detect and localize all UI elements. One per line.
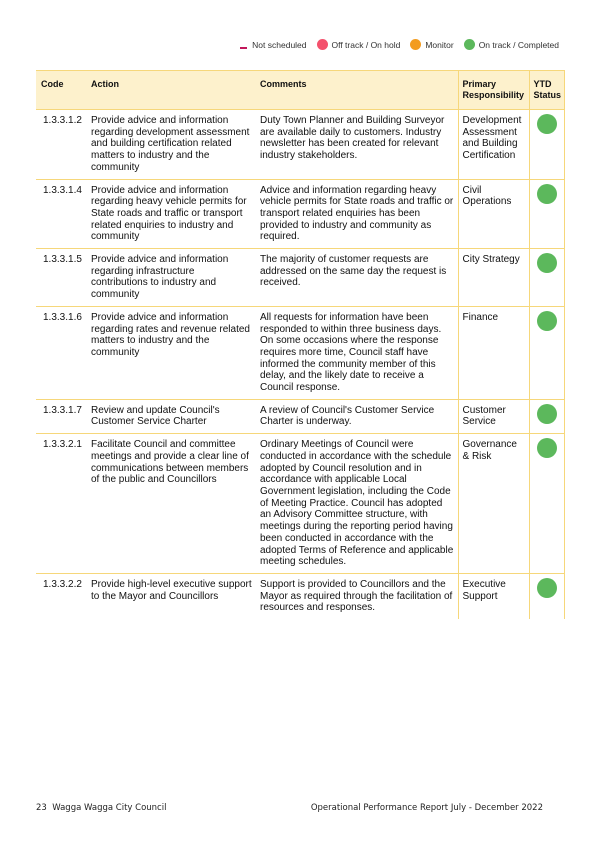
row-code: 1.3.3.1.2	[36, 110, 87, 180]
not-scheduled-dash-icon	[240, 47, 247, 49]
green-dot-icon	[464, 39, 475, 50]
table-row	[36, 179, 564, 249]
row-code: 1.3.3.1.7	[36, 399, 87, 433]
row-action: Review and update Council's Customer Service Charter	[87, 399, 256, 433]
row-action: Facilitate Council and committee meetings and provide a clear line of communications between members of the public and Councillors	[87, 434, 256, 574]
footer-report-title: Operational Performance Report July - December 2022	[310, 803, 543, 813]
row-code: 1.3.3.2.2	[43, 578, 82, 590]
status-dot-icon	[537, 184, 557, 204]
legend-label: Off track / On hold	[331, 39, 401, 50]
page-number: 23	[36, 803, 47, 813]
status-dot-icon	[537, 438, 557, 458]
table-row	[36, 573, 564, 619]
row-responsibility: Finance	[458, 306, 529, 399]
legend-on-track	[464, 39, 559, 50]
table-body	[36, 110, 564, 620]
row-comments: A review of Council's Customer Service Charter is underway.	[256, 399, 458, 433]
legend-not-scheduled	[240, 40, 306, 50]
footer-left	[36, 803, 166, 813]
row-comments: Advice and information regarding heavy vehicle permits for State roads and traffic or transport related enquiries has been provided to industry and community as required.	[256, 179, 458, 249]
row-action: Provide advice and information regarding rates and revenue related matters to industry and the community	[87, 306, 256, 399]
row-responsibility: Civil Operations	[458, 179, 529, 249]
header-comments: Comments	[256, 71, 458, 110]
orange-dot-icon	[410, 39, 421, 50]
header-responsibility: Primary Responsibility	[458, 71, 529, 110]
row-responsibility: Executive Support	[458, 573, 529, 619]
row-code: 1.3.3.1.6	[36, 306, 87, 399]
table-row	[36, 434, 564, 574]
status-dot-icon	[537, 578, 557, 598]
table-header	[36, 71, 564, 110]
row-status	[529, 399, 564, 433]
row-action: Provide advice and information regarding development assessment and building certification related matters to industry and the community	[87, 110, 256, 180]
row-action: Provide advice and information regarding infrastructure contributions to industry and community	[87, 249, 256, 307]
row-responsibility: City Strategy	[458, 249, 529, 307]
row-action: Provide advice and information regarding heavy vehicle permits for State roads and traffic or transport related enquiries to industry and community	[87, 179, 256, 249]
row-comments: Support is provided to Councillors and the Mayor as required through the facilitation of resources and responses.	[260, 578, 453, 614]
row-responsibility: Governance & Risk	[458, 434, 529, 574]
row-action: Provide high-level executive support to the Mayor and Councillors	[91, 578, 252, 602]
legend-label: Not scheduled	[252, 39, 307, 50]
row-comments: Duty Town Planner and Building Surveyor are available daily to customers. Industry newsletter has been created for relevant industry stakeholders.	[256, 110, 458, 180]
row-status	[529, 249, 564, 307]
header-status: YTD Status	[529, 71, 564, 110]
row-comments: The majority of customer requests are addressed on the same day the request is received.	[256, 249, 458, 307]
row-responsibility: Development Assessment and Building Certification	[458, 110, 529, 180]
performance-table	[36, 70, 565, 619]
legend-label: Monitor	[425, 39, 454, 50]
row-code: 1.3.3.2.1	[36, 434, 87, 574]
row-comments: All requests for information have been responded to within three business days. On some occasions where the response requires more time, Council staff have informed the community member of this delay, and the likely date to receive a Council response.	[256, 306, 458, 399]
table-row	[36, 249, 564, 307]
legend-label: On track / Completed	[478, 39, 559, 50]
table-row	[36, 110, 564, 180]
red-dot-icon	[317, 39, 328, 50]
row-code: 1.3.3.1.4	[36, 179, 87, 249]
status-dot-icon	[537, 114, 557, 134]
row-status	[529, 573, 564, 619]
row-status	[529, 434, 564, 574]
legend-off-track	[317, 39, 401, 50]
status-dot-icon	[537, 253, 557, 273]
table-row	[36, 306, 564, 399]
status-dot-icon	[537, 311, 557, 331]
header-code: Code	[36, 71, 87, 110]
row-comments: Ordinary Meetings of Council were conducted in accordance with the schedule adopted by Council resolution and in accordance with applicable Local Government legislation, including the Code of Meeting Practice. Council has adopted an Advisory Committee structure, with meetings during the reporting period having been conducted in accordance with the adopted Terms of Reference and applicable meeting schedules.	[256, 434, 458, 574]
row-status	[529, 179, 564, 249]
row-status	[529, 110, 564, 180]
header-action: Action	[87, 71, 256, 110]
legend-monitor	[410, 39, 453, 50]
status-legend	[240, 39, 559, 50]
row-responsibility: Customer Service	[458, 399, 529, 433]
status-dot-icon	[537, 404, 557, 424]
organisation-name: Wagga Wagga City Council	[52, 803, 167, 813]
row-code: 1.3.3.1.5	[36, 249, 87, 307]
table-row	[36, 399, 564, 433]
row-status	[529, 306, 564, 399]
